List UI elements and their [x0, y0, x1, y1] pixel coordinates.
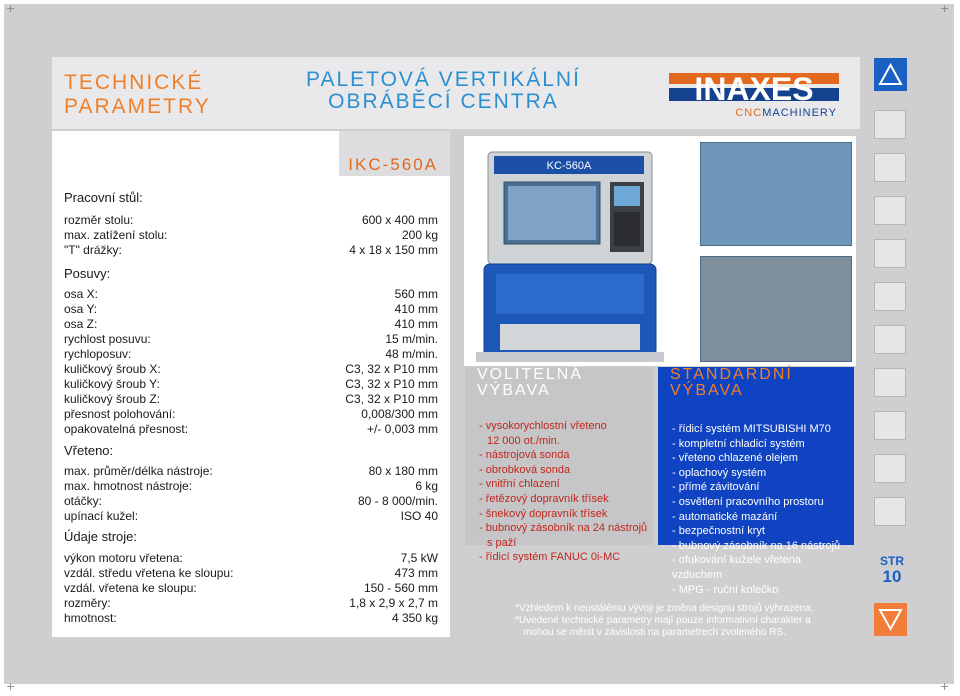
optional-equipment-list	[479, 419, 647, 565]
model-name: IKC-560A	[348, 155, 438, 174]
list-item: - bubnový zásobník na 24 nástrojů	[479, 522, 648, 535]
header-banner	[52, 57, 860, 129]
list-item: - oplachový systém	[672, 466, 767, 479]
triangle-up-icon	[874, 58, 907, 91]
list-item: - vnitřní chlazení	[479, 478, 560, 491]
spec-row: otáčky: 80 - 8 000/min.	[64, 494, 438, 508]
machine-illustration	[470, 138, 670, 364]
logo-mark	[669, 71, 839, 105]
page-title: TECHNICKÉ PARAMETRY	[64, 71, 211, 118]
page-indicator: STR 10	[880, 554, 904, 586]
disclaimer-note: *Vzhledem k neustálému vývoji je změna designu strojů vyhrazena. *Uvedené technické parametry mají pouze informativní charakter a mohou se měnit v závislosti na parametrech zvoleného RS.	[515, 603, 814, 638]
machine-model-label: KC-560A	[546, 160, 592, 172]
spec-row: upínací kužel: ISO 40	[64, 509, 438, 523]
spec-row: max. zatížení stolu: 200 kg	[64, 228, 438, 242]
list-item: - vřeteno chlazené olejem	[672, 452, 798, 465]
table-photo	[700, 256, 852, 362]
spec-row: kuličkový šroub Z: C3, 32 x P10 mm	[64, 392, 438, 406]
list-item: - kompletní chladicí systém	[672, 437, 805, 450]
list-item: - obrobková sonda	[479, 463, 571, 476]
optional-equipment-title: VOLITELNÁ VÝBAVA	[477, 366, 584, 399]
page-subtitle: PALETOVÁ VERTIKÁLNÍ OBRÁBĚCÍ CENTRA	[306, 68, 581, 113]
spec-row: rozměr stolu: 600 x 400 mm	[64, 213, 438, 227]
machine-photo	[464, 136, 856, 366]
spec-row: vzdál. středu vřetena ke sloupu: 473 mm	[64, 566, 438, 580]
spindle-photo	[700, 142, 852, 246]
spec-row: "T" drážky: 4 x 18 x 150 mm	[64, 243, 438, 257]
corner-mark-top-right: +	[940, 2, 950, 15]
list-item: - řídicí systém MITSUBISHI M70	[672, 423, 831, 435]
list-item: - řídicí systém FANUC 0i-MC	[479, 551, 621, 564]
spec-row: osa Y: 410 mm	[64, 302, 438, 316]
spec-row: max. průměr/délka nástroje: 80 x 180 mm	[64, 464, 438, 478]
nav-page-button[interactable]	[874, 196, 906, 225]
list-item: - MPG - ruční kolečko	[672, 583, 779, 596]
model-tab	[339, 131, 450, 176]
list-item: - přímé závitování	[672, 481, 760, 494]
spec-row: kuličkový šroub X: C3, 32 x P10 mm	[64, 362, 438, 376]
spec-row: rychloposuv: 48 m/min.	[64, 347, 438, 361]
spec-row: výkon motoru vřetena: 7,5 kW	[64, 551, 438, 565]
section-title-travels: Posuvy:	[64, 266, 111, 281]
nav-page-button[interactable]	[874, 497, 906, 526]
list-item: - bubnový zásobník na 16 nástrojů	[672, 539, 841, 552]
nav-page-button[interactable]	[874, 411, 906, 440]
nav-page-button[interactable]	[874, 282, 906, 311]
corner-mark-bottom-left: +	[6, 680, 16, 693]
list-item: - bezpečnostní kryt	[672, 525, 765, 538]
spec-row: rozměry: 1,8 x 2,9 x 2,7 m	[64, 596, 438, 610]
brand-logo	[669, 71, 839, 123]
spec-row: vzdál. vřetena ke sloupu: 150 - 560 mm	[64, 581, 438, 595]
list-item: - řetězový dopravník třísek	[479, 492, 609, 505]
list-item: - nástrojová sonda	[479, 449, 570, 462]
section-title-data: Údaje stroje:	[64, 529, 137, 544]
standard-equipment-title: STANDARDNÍ VÝBAVA	[670, 366, 793, 399]
list-item: 12 000 ot./min.	[487, 434, 560, 447]
specs-panel	[52, 131, 450, 637]
nav-page-button[interactable]	[874, 325, 906, 354]
corner-mark-top-left: +	[6, 2, 16, 15]
logo-text: INAXES	[694, 71, 814, 105]
logo-subtitle: CNCMACHINERY	[735, 107, 837, 119]
spec-row: hmotnost: 4 350 kg	[64, 611, 438, 625]
list-item: - vysokorychlostní vřeteno	[479, 420, 607, 432]
standard-equipment-list	[672, 422, 854, 597]
section-title-table: Pracovní stůl:	[64, 190, 143, 205]
optional-equipment-card	[465, 366, 653, 564]
nav-page-button[interactable]	[874, 110, 906, 139]
spec-row: kuličkový šroub Y: C3, 32 x P10 mm	[64, 377, 438, 391]
list-item: - ofukování kužele vřetena vzduchem	[672, 554, 802, 581]
triangle-down-icon	[874, 603, 907, 636]
spec-row: osa Z: 410 mm	[64, 317, 438, 331]
list-item: - osvětlení pracovního prostoru	[672, 495, 824, 508]
section-title-spindle: Vřeteno:	[64, 443, 114, 458]
nav-page-button[interactable]	[874, 454, 906, 483]
scroll-down-button[interactable]	[874, 603, 907, 636]
nav-page-button[interactable]	[874, 239, 906, 268]
list-item: - automatické mazání	[672, 510, 778, 523]
nav-page-button[interactable]	[874, 368, 906, 397]
spec-row: rychlost posuvu: 15 m/min.	[64, 332, 438, 346]
scroll-up-button[interactable]	[874, 58, 907, 91]
spec-row: přesnost polohování: 0,008/300 mm	[64, 407, 438, 421]
spec-row: max. hmotnost nástroje: 6 kg	[64, 479, 438, 493]
list-item: - šnekový dopravník třísek	[479, 507, 608, 520]
corner-mark-bottom-right: +	[940, 680, 950, 693]
standard-equipment-card	[658, 366, 854, 596]
spec-row: opakovatelná přesnost: +/- 0,003 mm	[64, 422, 438, 436]
list-item: s paží	[487, 536, 517, 549]
nav-page-button[interactable]	[874, 153, 906, 182]
spec-row: osa X: 560 mm	[64, 287, 438, 301]
